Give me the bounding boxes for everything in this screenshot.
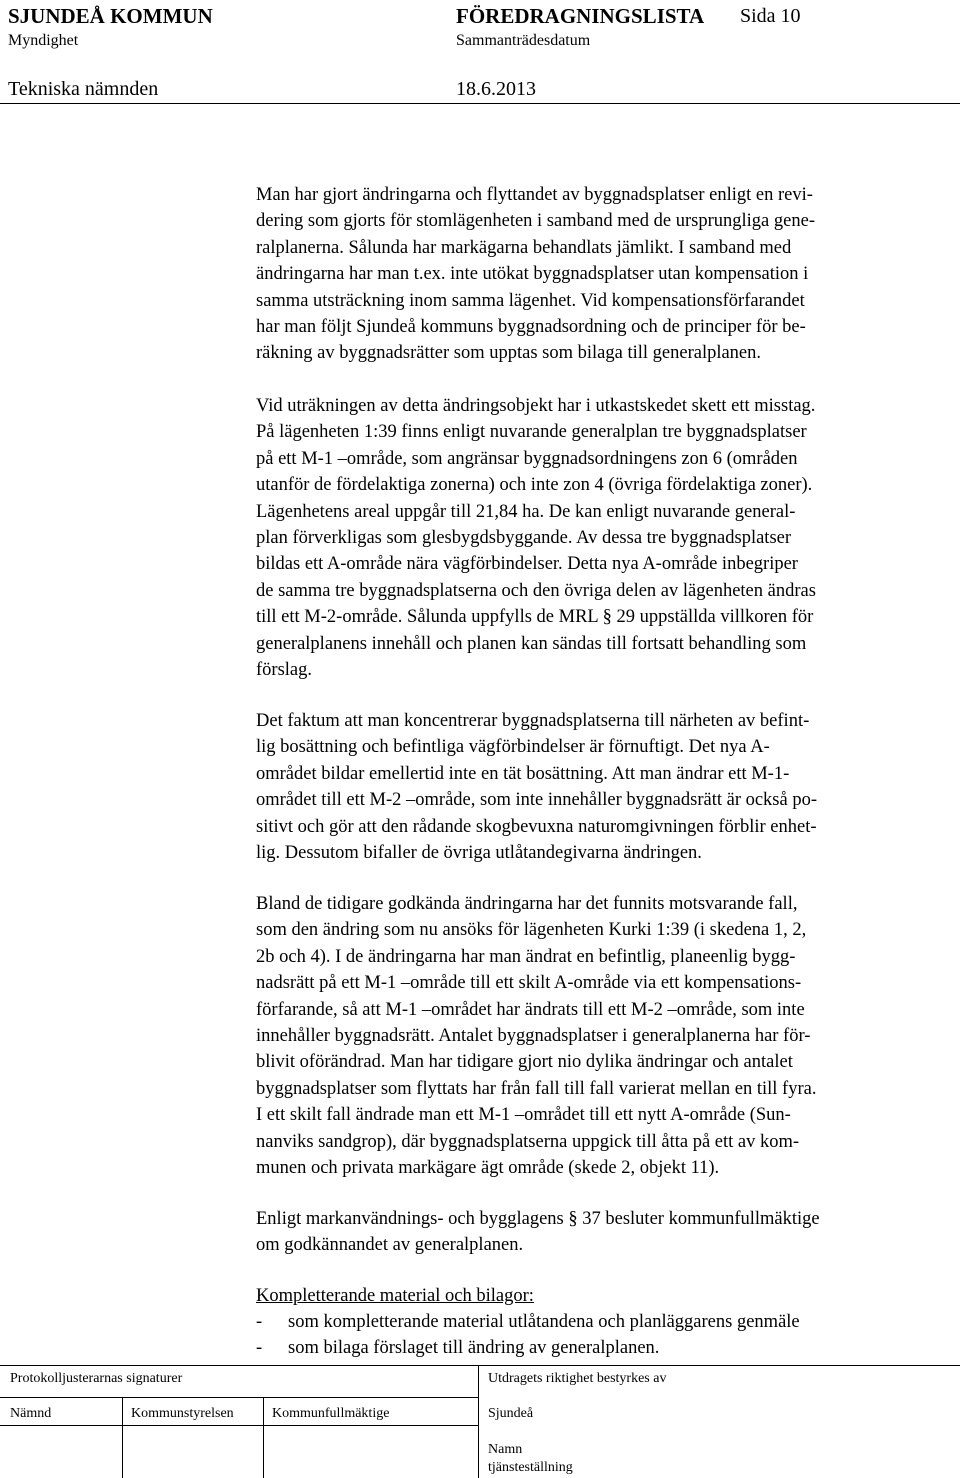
signatures-label: Protokolljusterarnas signaturer (10, 1371, 183, 1386)
text-line: Enligt markanvändnings- och bygglagens § 37 besluter kommunfullmäktige (256, 1209, 820, 1229)
attachment-dash: - (256, 1338, 263, 1358)
certification-place: Sjundeå (488, 1406, 534, 1421)
paragraph-4 (256, 891, 816, 1181)
text-line: området bildar emellertid inte en tät bosättning. Att man ändrar ett M-1- (256, 763, 790, 784)
document-type: FÖREDRAGNINGSLISTA (456, 4, 705, 28)
text-line: byggnadsplatser som flyttats har från fall till fall varierat mellan en till fyra. (256, 1078, 817, 1099)
col-namnd: Nämnd (10, 1406, 52, 1421)
col-kommunfullmaktige: Kommunfullmäktige (272, 1406, 390, 1421)
signature-header-rule (0, 1425, 478, 1426)
meeting-date-label: Sammanträdesdatum (456, 32, 591, 49)
position-label: tjänsteställning (488, 1460, 573, 1475)
text-line: till ett M-2-område. Sålunda uppfylls de MRL § 29 uppställda villkoren för (256, 607, 814, 628)
authority-name: Tekniska nämnden (8, 78, 159, 100)
text-line: munen och privata markägare ägt område (skede 2, objekt 11). (256, 1158, 720, 1179)
text-line: Vid uträkningen av detta ändringsobjekt har i utkastskedet skett ett misstag. (256, 396, 816, 416)
text-line: dering som gjorts för stomlägenheten i samband med de ursprungliga gene- (256, 211, 815, 232)
authority-label: Myndighet (8, 32, 79, 49)
attachment-dash: - (256, 1312, 263, 1332)
text-line: plan förverkligas som glesbygdsbyggande. Av dessa tre byggnadsplatser (256, 528, 792, 549)
col-kommunstyrelsen: Kommunstyrelsen (131, 1406, 234, 1421)
text-line: nadsrätt på ett M-1 –område till ett skilt A-område via ett kompensations- (256, 973, 802, 994)
text-line: förslag. (256, 660, 312, 681)
org-name: SJUNDEÅ KOMMUN (8, 4, 213, 28)
signature-row-rule (0, 1397, 478, 1398)
text-line: blivit oförändrad. Man har tidigare gjort nio dylika ändringar och antalet (256, 1052, 793, 1073)
footer-top-rule (0, 1365, 960, 1366)
text-line: 2b och 4). I de ändringarna har man ändrat en befintlig, planeenlig bygg- (256, 946, 796, 967)
text-line: Bland de tidigare godkända ändringarna har det funnits motsvarande fall, (256, 894, 798, 914)
certified-label: Utdragets riktighet bestyrkes av (488, 1371, 667, 1386)
paragraph-2 (256, 393, 816, 683)
text-line: ralplanerna. Sålunda har markägarna behandlats jämlikt. I samband med (256, 237, 792, 258)
text-line: som den ändring som nu ansöks för lägenheten Kurki 1:39 (i skedena 1, 2, (256, 920, 807, 941)
text-line: På lägenheten 1:39 finns enligt nuvarande generalplan tre byggnadsplatser (256, 422, 807, 443)
name-label: Namn (488, 1442, 523, 1457)
paragraph-3 (256, 708, 817, 866)
text-line: sitivt och gör att den rådande skogbevuxna naturomgivningen förblir enhet- (256, 816, 817, 837)
text-line: ändringarna har man t.ex. inte utökat byggnadsplatser utan kompensation i (256, 264, 809, 285)
text-line: generalplanens innehåll och planen kan sändas till fortsatt behandling som (256, 633, 807, 654)
page-number: Sida 10 (740, 5, 801, 27)
text-line: nanviks sandgrop), där byggnadsplatserna uppgick till åtta på ett av kom- (256, 1131, 800, 1152)
text-line: Man har gjort ändringarna och flyttandet av byggnadsplatser enligt en revi- (256, 185, 813, 205)
text-line: utanför de fördelaktiga zonerna) och inte zon 4 (övriga fördelaktiga zoner). (256, 475, 813, 496)
attachment-item: som bilaga förslaget till ändring av generalplanen. (288, 1338, 660, 1358)
text-line: bildas ett A-område nära vägförbindelser. Detta nya A-område inbegriper (256, 554, 798, 575)
text-line: lig. Dessutom bifaller de övriga utlåtandegivarna ändringen. (256, 843, 702, 864)
text-line: området till ett M-2 –område, som inte innehåller byggnadsrätt är också po- (256, 790, 818, 811)
attachment-item: som kompletterande material utlåtandena och planläggarens genmäle (288, 1312, 800, 1332)
text-line: innehåller byggnadsrätt. Antalet byggnadsplatser i generalplanerna har för- (256, 1026, 811, 1047)
attachments-heading: Kompletterande material och bilagor: (256, 1286, 534, 1306)
text-line: räkning av byggnadsrätter som upptas som bilaga till generalplanen. (256, 343, 762, 364)
footer-divider (478, 1365, 479, 1478)
text-line: I ett skilt fall ändrade man ett M-1 –området till ett nytt A-område (Sun- (256, 1105, 791, 1126)
paragraph-5 (256, 1206, 820, 1259)
signature-col-divider (122, 1397, 123, 1478)
header-divider (0, 103, 960, 104)
signature-col-divider (263, 1397, 264, 1478)
text-line: har man följt Sjundeå kommuns byggnadsordning och de principer för be- (256, 317, 806, 338)
text-line: om godkännandet av generalplanen. (256, 1235, 524, 1256)
text-line: på ett M-1 –område, som angränsar byggnadsordningens zon 6 (områden (256, 448, 798, 469)
text-line: lig bosättning och befintliga vägförbindelser är förnuftigt. Det nya A- (256, 737, 770, 758)
paragraph-1 (256, 182, 815, 367)
text-line: samma utsträckning inom samma lägenhet. Vid kompensationsförfarandet (256, 290, 805, 311)
text-line: Det faktum att man koncentrerar byggnadsplatserna till närheten av befint- (256, 711, 810, 731)
text-line: de samma tre byggnadsplatserna och den övriga delen av lägenheten ändras (256, 580, 816, 601)
text-line: Lägenhetens areal uppgår till 21,84 ha. De kan enligt nuvarande general- (256, 501, 796, 522)
meeting-date: 18.6.2013 (456, 78, 536, 100)
text-line: förfarande, så att M-1 –området har ändrats till ett M-2 –område, som inte (256, 999, 805, 1020)
